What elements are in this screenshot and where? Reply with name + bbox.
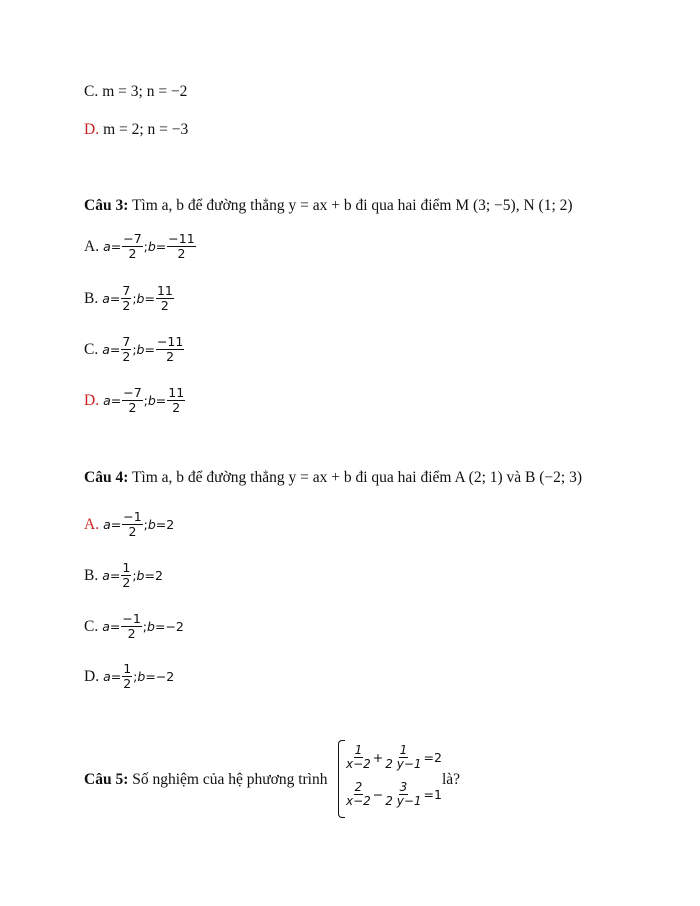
- option-formula: [102, 284, 175, 313]
- b-eq: b=: [147, 516, 167, 532]
- prev-option-c: [84, 82, 187, 102]
- option-formula: [103, 662, 174, 691]
- question-label: Câu 5:: [84, 771, 129, 788]
- option-formula: [103, 386, 186, 415]
- denominator: 2: [128, 524, 137, 539]
- denominator: 2: [172, 400, 181, 415]
- q4-option-c: [84, 612, 184, 641]
- prev-option-d: [84, 120, 188, 140]
- option-text: m = 3; n = −2: [102, 83, 188, 100]
- a-eq: a=: [103, 668, 122, 684]
- sep: ;: [132, 341, 137, 357]
- numerator: 11: [168, 385, 185, 400]
- option-formula: [103, 510, 174, 539]
- denominator: 2: [128, 400, 137, 415]
- b-eq: b=: [136, 290, 155, 306]
- question-text: Tìm a, b để đường thẳng y = ax + b đi qua hai điểm A (2; 1) và B (−2; 3): [131, 469, 583, 486]
- a-eq: a=: [102, 341, 121, 357]
- numerator: −11: [168, 231, 195, 246]
- fraction-a: [121, 284, 131, 313]
- denominator: 2: [166, 349, 175, 364]
- fraction-b: [156, 284, 174, 313]
- b-eq: b=: [136, 341, 155, 357]
- option-letter: C.: [84, 617, 99, 635]
- denominator: 2 y−1: [385, 757, 422, 771]
- fraction: [345, 781, 372, 808]
- fraction-a: [121, 561, 131, 590]
- a-eq: a=: [102, 618, 121, 634]
- numerator: 1: [123, 661, 132, 676]
- option-letter: C.: [84, 83, 99, 100]
- fraction-b: [156, 335, 184, 364]
- sep: ;: [143, 392, 148, 408]
- rhs: =2: [423, 750, 442, 765]
- sep: ;: [143, 516, 148, 532]
- option-letter: B.: [84, 566, 99, 584]
- option-letter-correct: D.: [84, 121, 100, 138]
- option-formula: [102, 612, 184, 641]
- option-formula: [103, 232, 197, 261]
- question-label: Câu 4:: [84, 469, 129, 486]
- question-3: [84, 196, 573, 216]
- q3-option-d: [84, 386, 186, 415]
- denominator: x−2: [346, 757, 371, 771]
- option-letter-correct: D.: [84, 391, 100, 409]
- b-eq: b=: [147, 238, 167, 254]
- option-formula: [102, 335, 185, 364]
- b-eq: b=: [136, 567, 155, 583]
- b-eq: b=: [147, 392, 167, 408]
- a-eq: a=: [103, 392, 122, 408]
- option-text: m = 2; n = −3: [103, 121, 189, 138]
- b-eq: b=: [147, 618, 166, 634]
- question-5-suffix: là?: [442, 771, 461, 788]
- option-letter: D.: [84, 667, 100, 685]
- fraction: [384, 781, 422, 808]
- fraction-a: [122, 662, 132, 691]
- b-value: 2: [166, 516, 175, 532]
- equation-1: [344, 744, 442, 771]
- option-letter: C.: [84, 340, 99, 358]
- numerator: 11: [156, 283, 173, 298]
- numerator: 7: [122, 334, 131, 349]
- b-value: −2: [165, 618, 184, 634]
- denominator: 2: [128, 246, 137, 261]
- numerator: −7: [123, 231, 142, 246]
- fraction-b: [167, 386, 185, 415]
- denominator: 2: [177, 246, 186, 261]
- option-letter: B.: [84, 289, 99, 307]
- sep: ;: [133, 668, 138, 684]
- q3-option-a: [84, 232, 197, 261]
- option-letter-correct: A.: [84, 515, 100, 533]
- option-letter: A.: [84, 237, 100, 255]
- denominator: 2: [122, 349, 131, 364]
- fraction-a: [121, 335, 131, 364]
- question-text: Số nghiệm của hệ phương trình: [132, 771, 328, 788]
- q4-option-b: [84, 561, 163, 590]
- numerator: 1: [399, 743, 408, 757]
- numerator: 7: [122, 283, 131, 298]
- q4-option-d: [84, 662, 174, 691]
- sep: ;: [132, 567, 137, 583]
- equation-system: [338, 740, 450, 816]
- rhs: =1: [423, 787, 442, 802]
- b-value: −2: [155, 668, 175, 684]
- denominator: 2: [160, 298, 169, 313]
- denominator: 2: [127, 626, 136, 641]
- fraction-a: [121, 612, 141, 641]
- numerator: 1: [122, 560, 131, 575]
- denominator: 2: [123, 676, 132, 691]
- question-5: [84, 770, 327, 790]
- b-value: 2: [154, 567, 163, 583]
- denominator: x−2: [346, 794, 371, 808]
- denominator: 2 y−1: [385, 794, 422, 808]
- equation-2: [344, 781, 442, 808]
- numerator: −11: [156, 334, 184, 349]
- fraction: [384, 744, 422, 771]
- numerator: −7: [123, 385, 142, 400]
- a-eq: a=: [103, 516, 122, 532]
- a-eq: a=: [102, 567, 121, 583]
- question-4: [84, 468, 582, 488]
- b-eq: b=: [137, 668, 156, 684]
- operator: +: [372, 750, 384, 765]
- numerator: 1: [354, 743, 363, 757]
- sep: ;: [132, 290, 137, 306]
- denominator: 2: [122, 298, 131, 313]
- operator: −: [372, 787, 384, 802]
- option-formula: [102, 561, 163, 590]
- fraction-a: [122, 510, 142, 539]
- denominator: 2: [122, 575, 131, 590]
- question-label: Câu 3:: [84, 197, 129, 214]
- fraction-b: [167, 232, 195, 261]
- numerator: −1: [122, 611, 141, 626]
- fraction: [345, 744, 372, 771]
- fraction-a: [122, 232, 142, 261]
- sep: ;: [142, 618, 148, 634]
- sep: ;: [143, 238, 148, 254]
- numerator: −1: [123, 509, 142, 524]
- numerator: 3: [399, 780, 408, 794]
- question-text: Tìm a, b để đường thẳng y = ax + b đi qua hai điểm M (3; −5), N (1; 2): [131, 197, 573, 214]
- q3-option-b: [84, 284, 175, 313]
- fraction-a: [122, 386, 142, 415]
- a-eq: a=: [102, 290, 121, 306]
- q3-option-c: [84, 335, 185, 364]
- q4-option-a: [84, 510, 174, 539]
- numerator: 2: [354, 780, 363, 794]
- a-eq: a=: [103, 238, 122, 254]
